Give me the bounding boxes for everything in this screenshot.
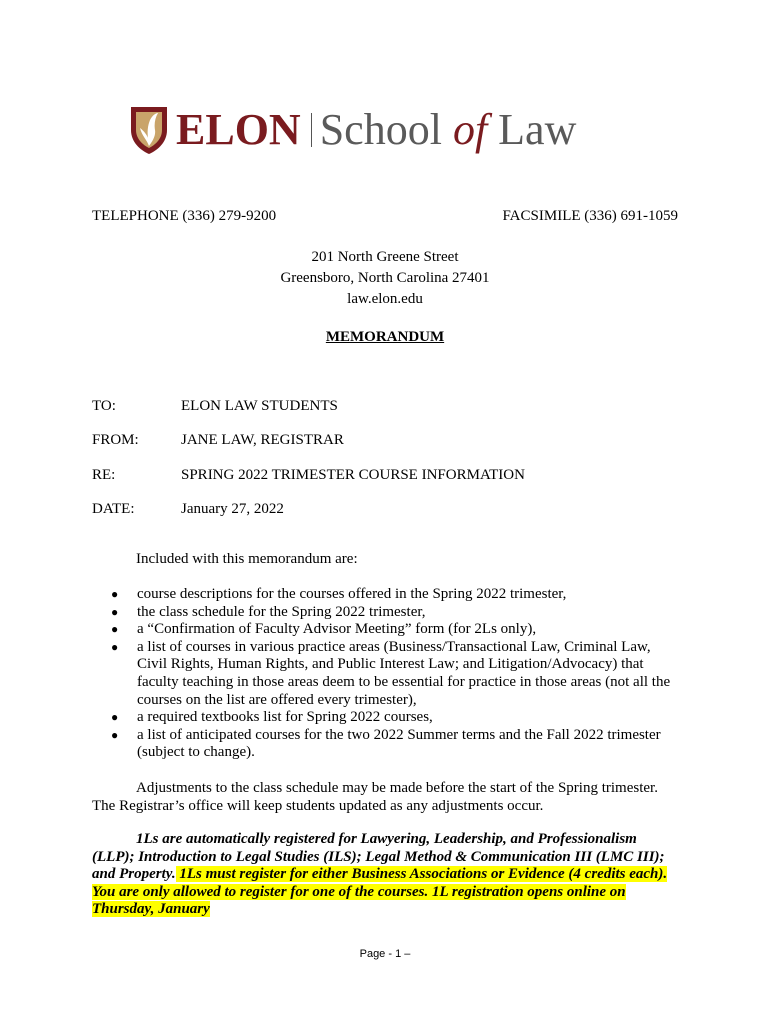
facsimile-text: FACSIMILE (336) 691-1059: [502, 208, 678, 224]
from-label: FROM:: [92, 432, 139, 448]
1l-registration-text: 1Ls are automatically registered for Lawyering, Leadership, and Professionalism (LLP); Introduction to Legal Studies (ILS); Legal Method & Communication III (LMC III); and Property.: [92, 831, 665, 883]
date-value: January 27, 2022: [181, 501, 284, 517]
logo-school-of: of: [452, 105, 488, 154]
list-item-text: course descriptions for the courses offered in the Spring 2022 trimester,: [137, 586, 567, 602]
list-item: [92, 727, 677, 762]
logo-brand-text: ELON: [176, 105, 301, 154]
bullet-icon: ●: [111, 604, 119, 619]
bullet-icon: ●: [111, 587, 119, 601]
telephone-text: TELEPHONE (336) 279-9200: [92, 208, 277, 224]
bullet-icon: ●: [111, 710, 119, 725]
list-item-text: a required textbooks list for Spring 2022 courses,: [137, 709, 433, 726]
intro-text: Included with this memorandum are:: [136, 551, 358, 567]
list-item: [92, 586, 677, 604]
re-value: SPRING 2022 TRIMESTER COURSE INFORMATION: [181, 467, 525, 483]
logo-school-post: Law: [487, 105, 577, 154]
address-city: Greensboro, North Carolina 27401: [280, 270, 490, 286]
list-item: [92, 604, 677, 622]
memo-title: MEMORANDUM: [325, 329, 445, 345]
list-item-text: the class schedule for the Spring 2022 trimester,: [137, 603, 426, 620]
address-street: 201 North Greene Street: [311, 249, 459, 265]
address-web[interactable]: law.elon.edu: [347, 291, 423, 307]
to-label: TO:: [92, 398, 116, 414]
1l-registration-highlight: 1Ls must register for either Business Associations or Evidence (4 credits each). You are only allowed to register for one of the courses. 1L registration opens online on Thursday, January: [92, 866, 668, 918]
bullet-icon: ●: [111, 727, 119, 742]
list-item-text: a list of anticipated courses for the two 2022 Summer terms and the Fall 2022 trimester (subject to change).: [137, 726, 661, 761]
elon-law-logo: [128, 102, 576, 158]
list-item: [92, 621, 677, 639]
1l-registration-paragraph: [92, 831, 677, 919]
to-value: ELON LAW STUDENTS: [181, 398, 338, 414]
re-label: RE:: [92, 467, 116, 483]
phoenix-shield-icon: [128, 104, 170, 156]
bullet-icon: ●: [111, 639, 119, 654]
adjustments-paragraph: [92, 780, 677, 815]
from-value: JANE LAW, REGISTRAR: [181, 432, 344, 448]
logo-school-pre: School: [319, 105, 453, 154]
list-item: [92, 639, 677, 709]
list-item-text: a “Confirmation of Faculty Advisor Meeting” form (for 2Ls only),: [137, 621, 537, 638]
bullet-icon: ●: [111, 622, 119, 637]
page-number: Page - 1 –: [359, 948, 411, 960]
logo-school-text: [319, 105, 577, 154]
logo-divider: [311, 113, 312, 147]
list-item: [92, 709, 677, 727]
adjustments-text: Adjustments to the class schedule may be made before the start of the Spring trimester. The Registrar’s office will keep students updated as any adjustments occur.: [92, 780, 658, 814]
list-item-text: a list of courses in various practice areas (Business/Transactional Law, Criminal Law, Civil Rights, Human Rights, and Public Interest Law; and Litigation/Advocacy) that faculty teaching in those areas deem to be essential for practice in those areas (not all the courses on the list are offered every trimester),: [137, 638, 671, 708]
enclosures-list: [92, 586, 677, 762]
date-label: DATE:: [92, 501, 135, 517]
